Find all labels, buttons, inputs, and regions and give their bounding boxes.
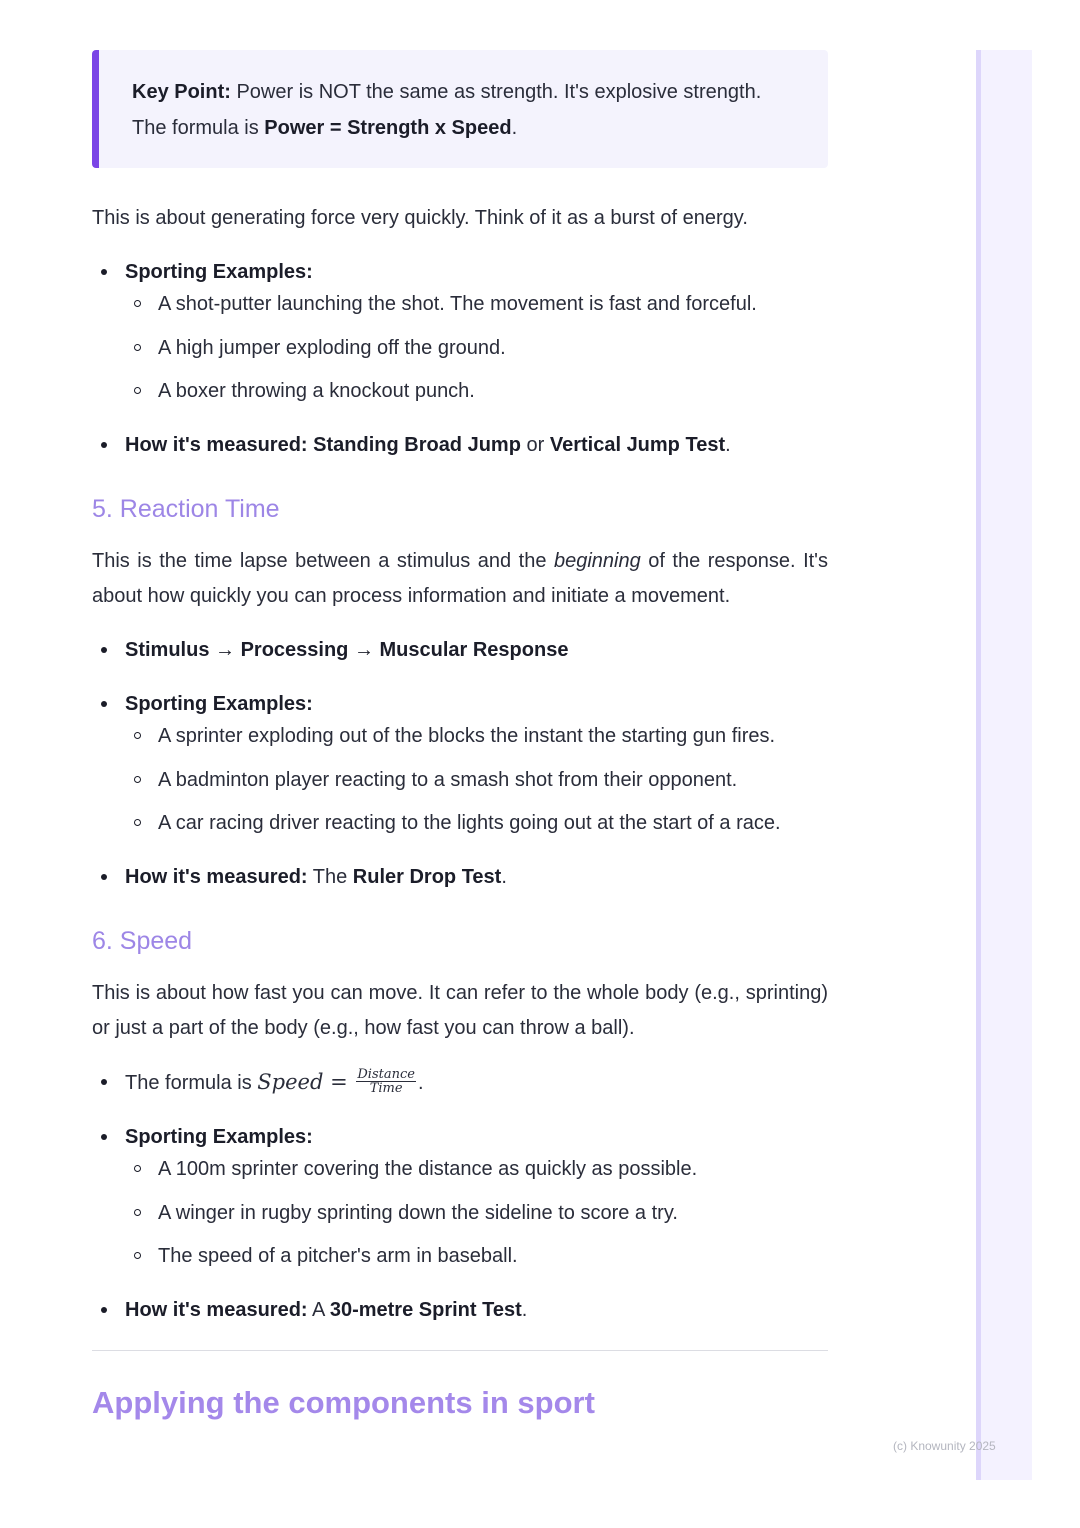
list-item bbox=[92, 688, 828, 839]
measured-end: . bbox=[521, 1299, 528, 1321]
right-margin-panel bbox=[976, 50, 1032, 1480]
measured-test: 30-metre Sprint Test bbox=[329, 1299, 522, 1321]
reaction-text: of the response. It's about how quickly you can process information and initiate a movement. bbox=[92, 550, 828, 607]
measured-label: How it's measured: bbox=[125, 434, 308, 456]
examples-label: Sporting Examples: bbox=[125, 693, 313, 715]
power-examples bbox=[125, 288, 828, 407]
key-point-label: Key Point: bbox=[132, 81, 231, 103]
copyright-footer: (c) Knowunity 2025 bbox=[893, 1439, 996, 1453]
section-heading-speed: 6. Speed bbox=[92, 927, 193, 955]
formula-prefix: The formula is bbox=[125, 1072, 258, 1094]
power-intro: This is about generating force very quickly. Think of it as a burst of energy. bbox=[92, 207, 748, 229]
reaction-flow: Stimulus → Processing → Muscular Response bbox=[125, 639, 569, 661]
reaction-examples bbox=[125, 720, 828, 839]
list-item bbox=[92, 1066, 828, 1099]
measured-test: Vertical Jump Test bbox=[549, 434, 726, 456]
list-item: A 100m sprinter covering the distance as quickly as possible. bbox=[125, 1153, 828, 1185]
list-item: The speed of a pitcher's arm in baseball. bbox=[125, 1240, 828, 1272]
list-item: A winger in rugby sprinting down the sideline to score a try. bbox=[125, 1197, 828, 1229]
measured-pre: The bbox=[307, 866, 353, 888]
measured-label: How it's measured: bbox=[125, 866, 308, 888]
speed-list bbox=[92, 1066, 828, 1326]
measured-pre: A bbox=[307, 1299, 330, 1321]
measured-end: . bbox=[501, 866, 507, 888]
list-item bbox=[92, 861, 828, 893]
power-formula: Power = Strength x Speed bbox=[264, 117, 512, 139]
measured-or: or bbox=[520, 434, 550, 456]
list-item bbox=[92, 1294, 828, 1326]
list-item bbox=[92, 1121, 828, 1272]
key-point-text: Power is NOT the same as strength. It's explosive strength. The formula is bbox=[132, 81, 762, 139]
measured-end: . bbox=[725, 434, 731, 456]
document-content bbox=[92, 50, 828, 1423]
examples-label: Sporting Examples: bbox=[125, 1126, 313, 1148]
list-item: A sprinter exploding out of the blocks the instant the starting gun fires. bbox=[125, 720, 828, 752]
reaction-text: This is the time lapse between a stimulus and the bbox=[92, 550, 554, 572]
fraction-denominator: Time bbox=[369, 1081, 403, 1097]
section-heading-applying: Applying the components in sport bbox=[92, 1385, 595, 1420]
measured-label: How it's measured: bbox=[125, 1299, 308, 1321]
speed-examples bbox=[125, 1153, 828, 1272]
reaction-paragraph bbox=[92, 544, 828, 614]
reaction-emphasis: beginning bbox=[553, 550, 641, 572]
formula-equals: = bbox=[323, 1070, 355, 1094]
measured-test: Ruler Drop Test bbox=[352, 866, 502, 888]
examples-label: Sporting Examples: bbox=[125, 261, 313, 283]
list-item bbox=[92, 634, 828, 666]
power-list bbox=[92, 256, 828, 461]
section-divider bbox=[92, 1350, 828, 1351]
right-margin-rule bbox=[976, 50, 981, 1480]
measured-test: Standing Broad Jump bbox=[313, 434, 521, 456]
reaction-list bbox=[92, 634, 828, 893]
list-item: A shot-putter launching the shot. The movement is fast and forceful. bbox=[125, 288, 828, 320]
formula-lhs: Speed bbox=[257, 1070, 324, 1094]
list-item: A car racing driver reacting to the lights going out at the start of a race. bbox=[125, 807, 828, 839]
key-point-end: . bbox=[511, 117, 518, 139]
list-item bbox=[92, 256, 828, 407]
list-item bbox=[92, 429, 828, 461]
speed-paragraph: This is about how fast you can move. It can refer to the whole body (e.g., sprinting) or just a part of the body (e.g., how fast you can throw a ball). bbox=[92, 982, 828, 1039]
key-point-callout bbox=[92, 50, 828, 168]
section-heading-reaction-time: 5. Reaction Time bbox=[92, 495, 280, 523]
fraction-numerator: Distance bbox=[357, 1067, 415, 1083]
list-item: A badminton player reacting to a smash shot from their opponent. bbox=[125, 764, 828, 796]
speed-fraction bbox=[356, 1068, 416, 1095]
formula-end: . bbox=[417, 1072, 424, 1094]
list-item: A high jumper exploding off the ground. bbox=[125, 332, 828, 364]
list-item: A boxer throwing a knockout punch. bbox=[125, 375, 828, 407]
